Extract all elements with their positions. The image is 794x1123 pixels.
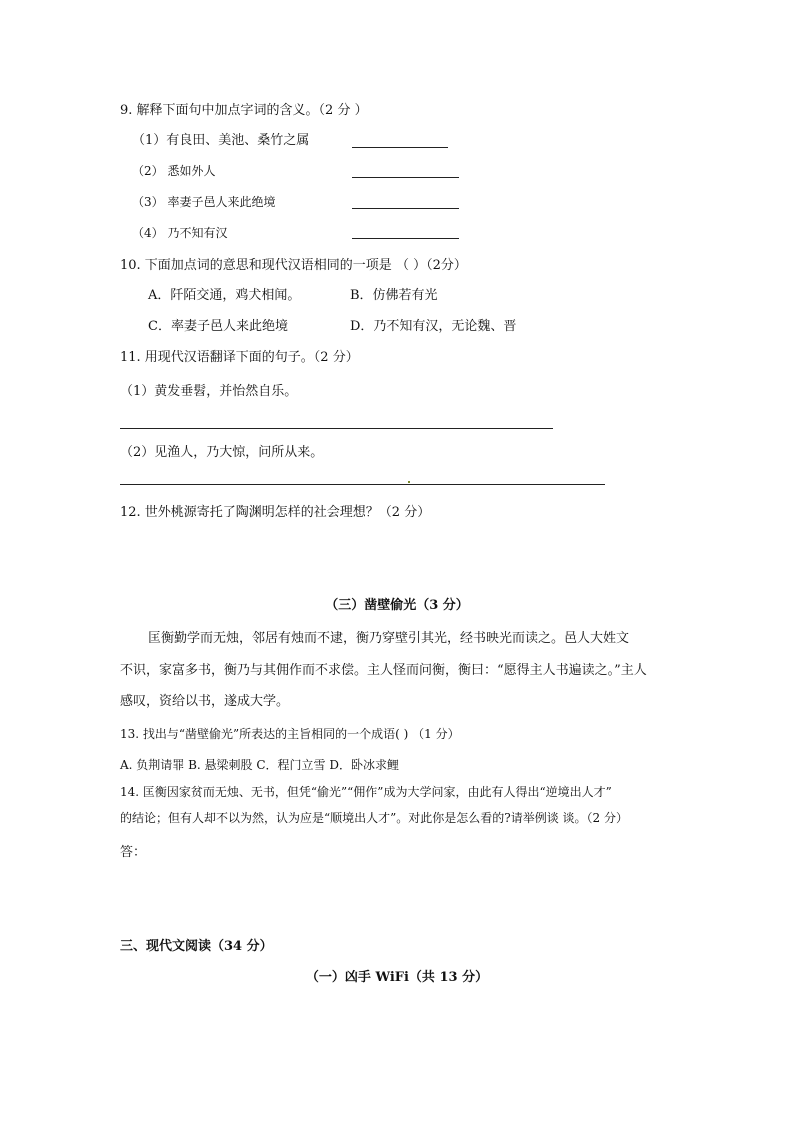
q14-line-1: 14. 匡衡因家贫而无烛、无书，但凭“偷光”“佣作”成为大学问家，由此有人得出“逆境出人才” (120, 785, 612, 799)
q11-sentence-2: （2）见渔人，乃大惊，问所从来。 (120, 445, 324, 460)
passage-line-3: 感叹，资给以书，遂成大学。 (120, 694, 290, 709)
q9-answer-blank-1[interactable] (352, 147, 448, 148)
q9-answer-blank-4[interactable] (352, 238, 459, 239)
q9-item-2: （2） 悉如外人 (132, 164, 216, 178)
q10-option-a: A．阡陌交通，鸡犬相闻。 (148, 288, 301, 303)
q11-prompt: 11. 用现代汉语翻译下面的句子。（2 分） (120, 350, 359, 365)
q9-item-3: （3） 率妻子邑人来此绝境 (132, 195, 276, 209)
section-title-zaobi: （三）凿壁偷光（3 分） (325, 598, 469, 613)
q12-prompt: 12. 世外桃源寄托了陶渊明怎样的社会理想？（2 分） (120, 505, 431, 520)
q11-answer-line-1[interactable] (120, 428, 553, 429)
q14-line-2: 的结论；但有人却不以为然，认为应是“顺境出人才”。对此你是怎么看的?请举例谈 谈。（2 分） (120, 811, 628, 825)
passage-line-2: 不识，家富多书，衡乃与其佣作而不求偿。主人怪而问衡，衡曰：“愿得主人书遍读之。”主人 (120, 663, 647, 678)
q13-prompt: 13. 找出与“凿壁偷光”所表达的主旨相同的一个成语( ) （1 分） (120, 727, 460, 741)
q11-sentence-1: （1）黄发垂髫，并怡然自乐。 (120, 384, 298, 399)
q10-option-d: D．乃不知有汉，无论魏、晋 (350, 319, 517, 334)
passage-line-1: 匡衡勤学而无烛，邻居有烛而不逮，衡乃穿壁引其光，经书映光而读之。邑人大姓文 (148, 631, 630, 646)
scan-speck (408, 481, 410, 483)
q9-prompt: 9. 解释下面句中加点字词的含义。（2 分 ） (120, 103, 368, 118)
part3-heading: 三、现代文阅读（34 分） (120, 939, 273, 954)
q9-answer-blank-3[interactable] (352, 208, 459, 209)
q9-item-4: （4） 乃不知有汉 (132, 226, 228, 240)
q11-answer-line-2[interactable] (120, 484, 605, 485)
q13-options: A. 负荆请罪 B. 悬梁刺股 C．程门立雪 D．卧冰求鲤 (120, 758, 399, 772)
q10-option-c: C．率妻子邑人来此绝境 (148, 319, 288, 334)
q9-item-1: （1）有良田、美池、桑竹之属 (132, 133, 310, 148)
q10-prompt: 10. 下面加点词的意思和现代汉语相同的一项是 （ ）（2分） (120, 258, 467, 273)
q9-answer-blank-2[interactable] (352, 177, 459, 178)
q10-option-b: B．仿佛若有光 (350, 288, 438, 303)
part3-subheading: （一）凶手 WiFi（共 13 分） (305, 970, 489, 985)
q14-answer-label: 答： (120, 845, 147, 860)
